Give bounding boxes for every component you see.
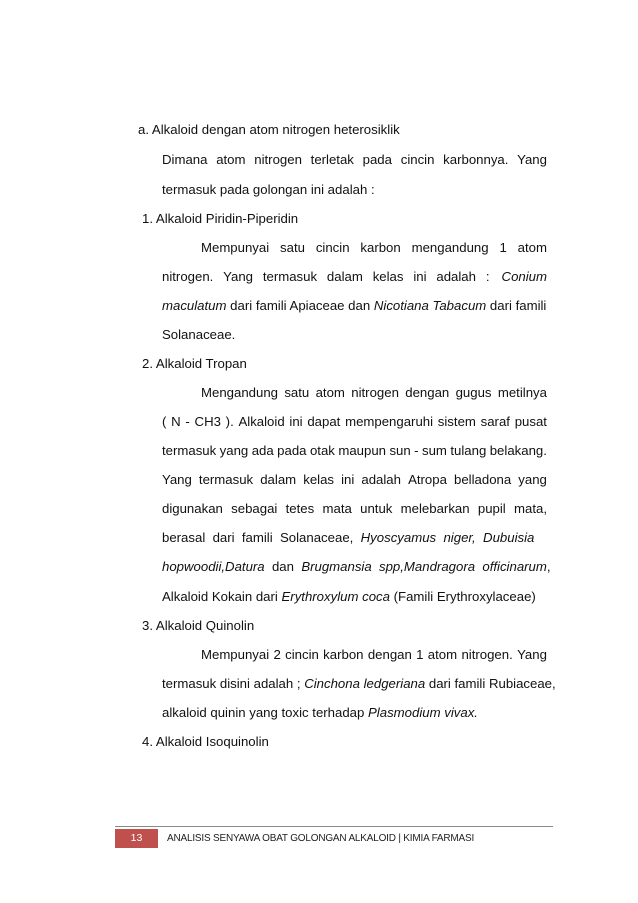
plain-text: dan — [264, 559, 302, 574]
word: karbon — [323, 647, 364, 662]
plain-text: dari famili — [486, 298, 547, 313]
species-text: Erythroxylum coca — [281, 589, 390, 604]
word: ini — [289, 414, 303, 429]
word: gugus — [455, 385, 492, 400]
word: mata, — [514, 501, 547, 516]
species-text: maculatum — [162, 298, 227, 313]
piridin-line-2-species: Conium — [501, 269, 547, 284]
word: dalam — [326, 269, 363, 284]
tropan-line-7 — [162, 559, 551, 575]
word: adalah — [436, 269, 476, 284]
species-text: Hyoscyamus niger, Dubuisia — [360, 530, 535, 545]
piridin-line-2-text — [162, 269, 490, 285]
word: cincin — [400, 152, 435, 167]
tropan-line-1 — [201, 385, 547, 401]
word: Dimana — [162, 152, 208, 167]
piridin-line-3 — [162, 298, 546, 314]
word: : — [485, 269, 490, 284]
word: - — [414, 443, 419, 458]
word: pusat — [514, 414, 547, 429]
word: terletak — [310, 152, 354, 167]
plain-text: alkaloid quinin yang toxic terhadap — [162, 705, 369, 720]
tropan-line-6 — [162, 530, 534, 546]
word: satu — [280, 240, 305, 255]
word: tulang — [450, 443, 487, 458]
word: nitrogen. — [461, 647, 513, 662]
word: ini — [413, 269, 427, 284]
tropan-line-4 — [162, 472, 547, 488]
word: sebagai — [231, 501, 278, 516]
word: ini — [341, 472, 355, 487]
plain-text: berasal dari famili Solanaceae, — [162, 530, 361, 545]
word: CH3 — [194, 414, 221, 429]
word: belakang. — [489, 443, 547, 458]
section-a-line-1 — [162, 152, 547, 168]
piridin-line-4: Solanaceae. — [162, 327, 236, 342]
quinolin-line-3 — [162, 705, 478, 721]
word: Yang — [517, 152, 547, 167]
word: kelas — [372, 269, 404, 284]
word: 2 — [273, 647, 281, 662]
footer-title: ANALISIS SENYAWA OBAT GOLONGAN ALKALOID | KIMIA FARMASI — [167, 833, 475, 844]
species-text: hopwoodii,Datura — [162, 559, 265, 574]
word: N — [171, 414, 181, 429]
word: yang — [518, 472, 547, 487]
word: 1 — [499, 240, 507, 255]
word: Mengandung — [201, 385, 278, 400]
word: mata — [322, 501, 352, 516]
word: nitrogen. — [162, 269, 214, 284]
piridin-line-1 — [201, 240, 547, 256]
word: sum — [421, 443, 447, 458]
heading-piridin-piperidin: 1. Alkaloid Piridin-Piperidin — [142, 211, 299, 226]
tropan-line-8 — [162, 589, 536, 605]
piridin-line-2 — [162, 269, 547, 285]
species-text: Plasmodium vivax. — [368, 705, 478, 720]
word: maupun — [338, 443, 386, 458]
word: pada — [277, 443, 307, 458]
word: Yang — [162, 472, 192, 487]
word: adalah — [361, 472, 401, 487]
word: satu — [284, 385, 310, 400]
species-text: Cinchona ledgeriana — [304, 676, 426, 691]
word: nitrogen — [254, 152, 302, 167]
word: atom — [517, 240, 547, 255]
word: mempengaruhi — [345, 414, 434, 429]
plain-text: (Famili Erythroxylaceae) — [389, 589, 536, 604]
word: cincin — [285, 647, 319, 662]
word: karbonnya. — [443, 152, 509, 167]
word: untuk — [360, 501, 393, 516]
word: sun — [389, 443, 411, 458]
word: melebarkan — [400, 501, 470, 516]
word: Alkaloid — [238, 414, 285, 429]
tropan-line-3 — [162, 443, 547, 459]
word: dengan — [405, 385, 450, 400]
heading-quinolin: 3. Alkaloid Quinolin — [142, 618, 255, 633]
heading-isoquinolin: 4. Alkaloid Isoquinolin — [142, 734, 269, 749]
word: dalam — [260, 472, 297, 487]
word: Yang — [517, 647, 547, 662]
word: metilnya — [497, 385, 547, 400]
plain-text: termasuk disini adalah ; — [162, 676, 305, 691]
word: belladona — [454, 472, 512, 487]
word: cincin — [315, 240, 350, 255]
word: 1 — [416, 647, 424, 662]
word: atom — [216, 152, 246, 167]
word: mengandung — [411, 240, 489, 255]
word: dapat — [307, 414, 341, 429]
page-number-badge: 13 — [115, 829, 158, 848]
tropan-line-5 — [162, 501, 547, 517]
quinolin-line-2 — [162, 676, 556, 692]
word: saraf — [480, 414, 510, 429]
species-text: Nicotiana Tabacum — [373, 298, 487, 313]
plain-text: Alkaloid Kokain dari — [162, 589, 282, 604]
word: Mempunyai — [201, 240, 270, 255]
word: ada — [251, 443, 274, 458]
section-a-line-2: termasuk pada golongan ini adalah : — [162, 182, 375, 197]
footer-divider — [115, 826, 553, 827]
species-text: Brugmansia spp,Mandragora officinarum — [301, 559, 547, 574]
word: kelas — [303, 472, 335, 487]
word: atom — [315, 385, 345, 400]
plain-text: dari famili Apiaceae dan — [226, 298, 374, 313]
word: termasuk — [198, 472, 254, 487]
word: pada — [362, 152, 392, 167]
word: tetes — [285, 501, 315, 516]
word: termasuk — [162, 443, 217, 458]
word: - — [185, 414, 190, 429]
quinolin-line-1 — [201, 647, 547, 663]
word: otak — [309, 443, 335, 458]
word: digunakan — [162, 501, 223, 516]
tropan-line-2 — [162, 414, 547, 430]
word: atom — [427, 647, 458, 662]
word: Yang — [223, 269, 253, 284]
word: pupil — [477, 501, 506, 516]
word: termasuk — [262, 269, 318, 284]
section-a-heading: a. Alkaloid dengan atom nitrogen heterosiklik — [138, 122, 400, 137]
word: Mempunyai — [201, 647, 270, 662]
plain-text: dari famili Rubiaceae, — [425, 676, 556, 691]
word: sistem — [437, 414, 476, 429]
word: ). — [225, 414, 234, 429]
word: karbon — [360, 240, 401, 255]
word: ( — [162, 414, 167, 429]
word: nitrogen — [351, 385, 399, 400]
word: dengan — [367, 647, 412, 662]
plain-text: , — [546, 559, 551, 574]
heading-tropan: 2. Alkaloid Tropan — [142, 356, 247, 371]
word: yang — [219, 443, 249, 458]
word: Atropa — [408, 472, 447, 487]
